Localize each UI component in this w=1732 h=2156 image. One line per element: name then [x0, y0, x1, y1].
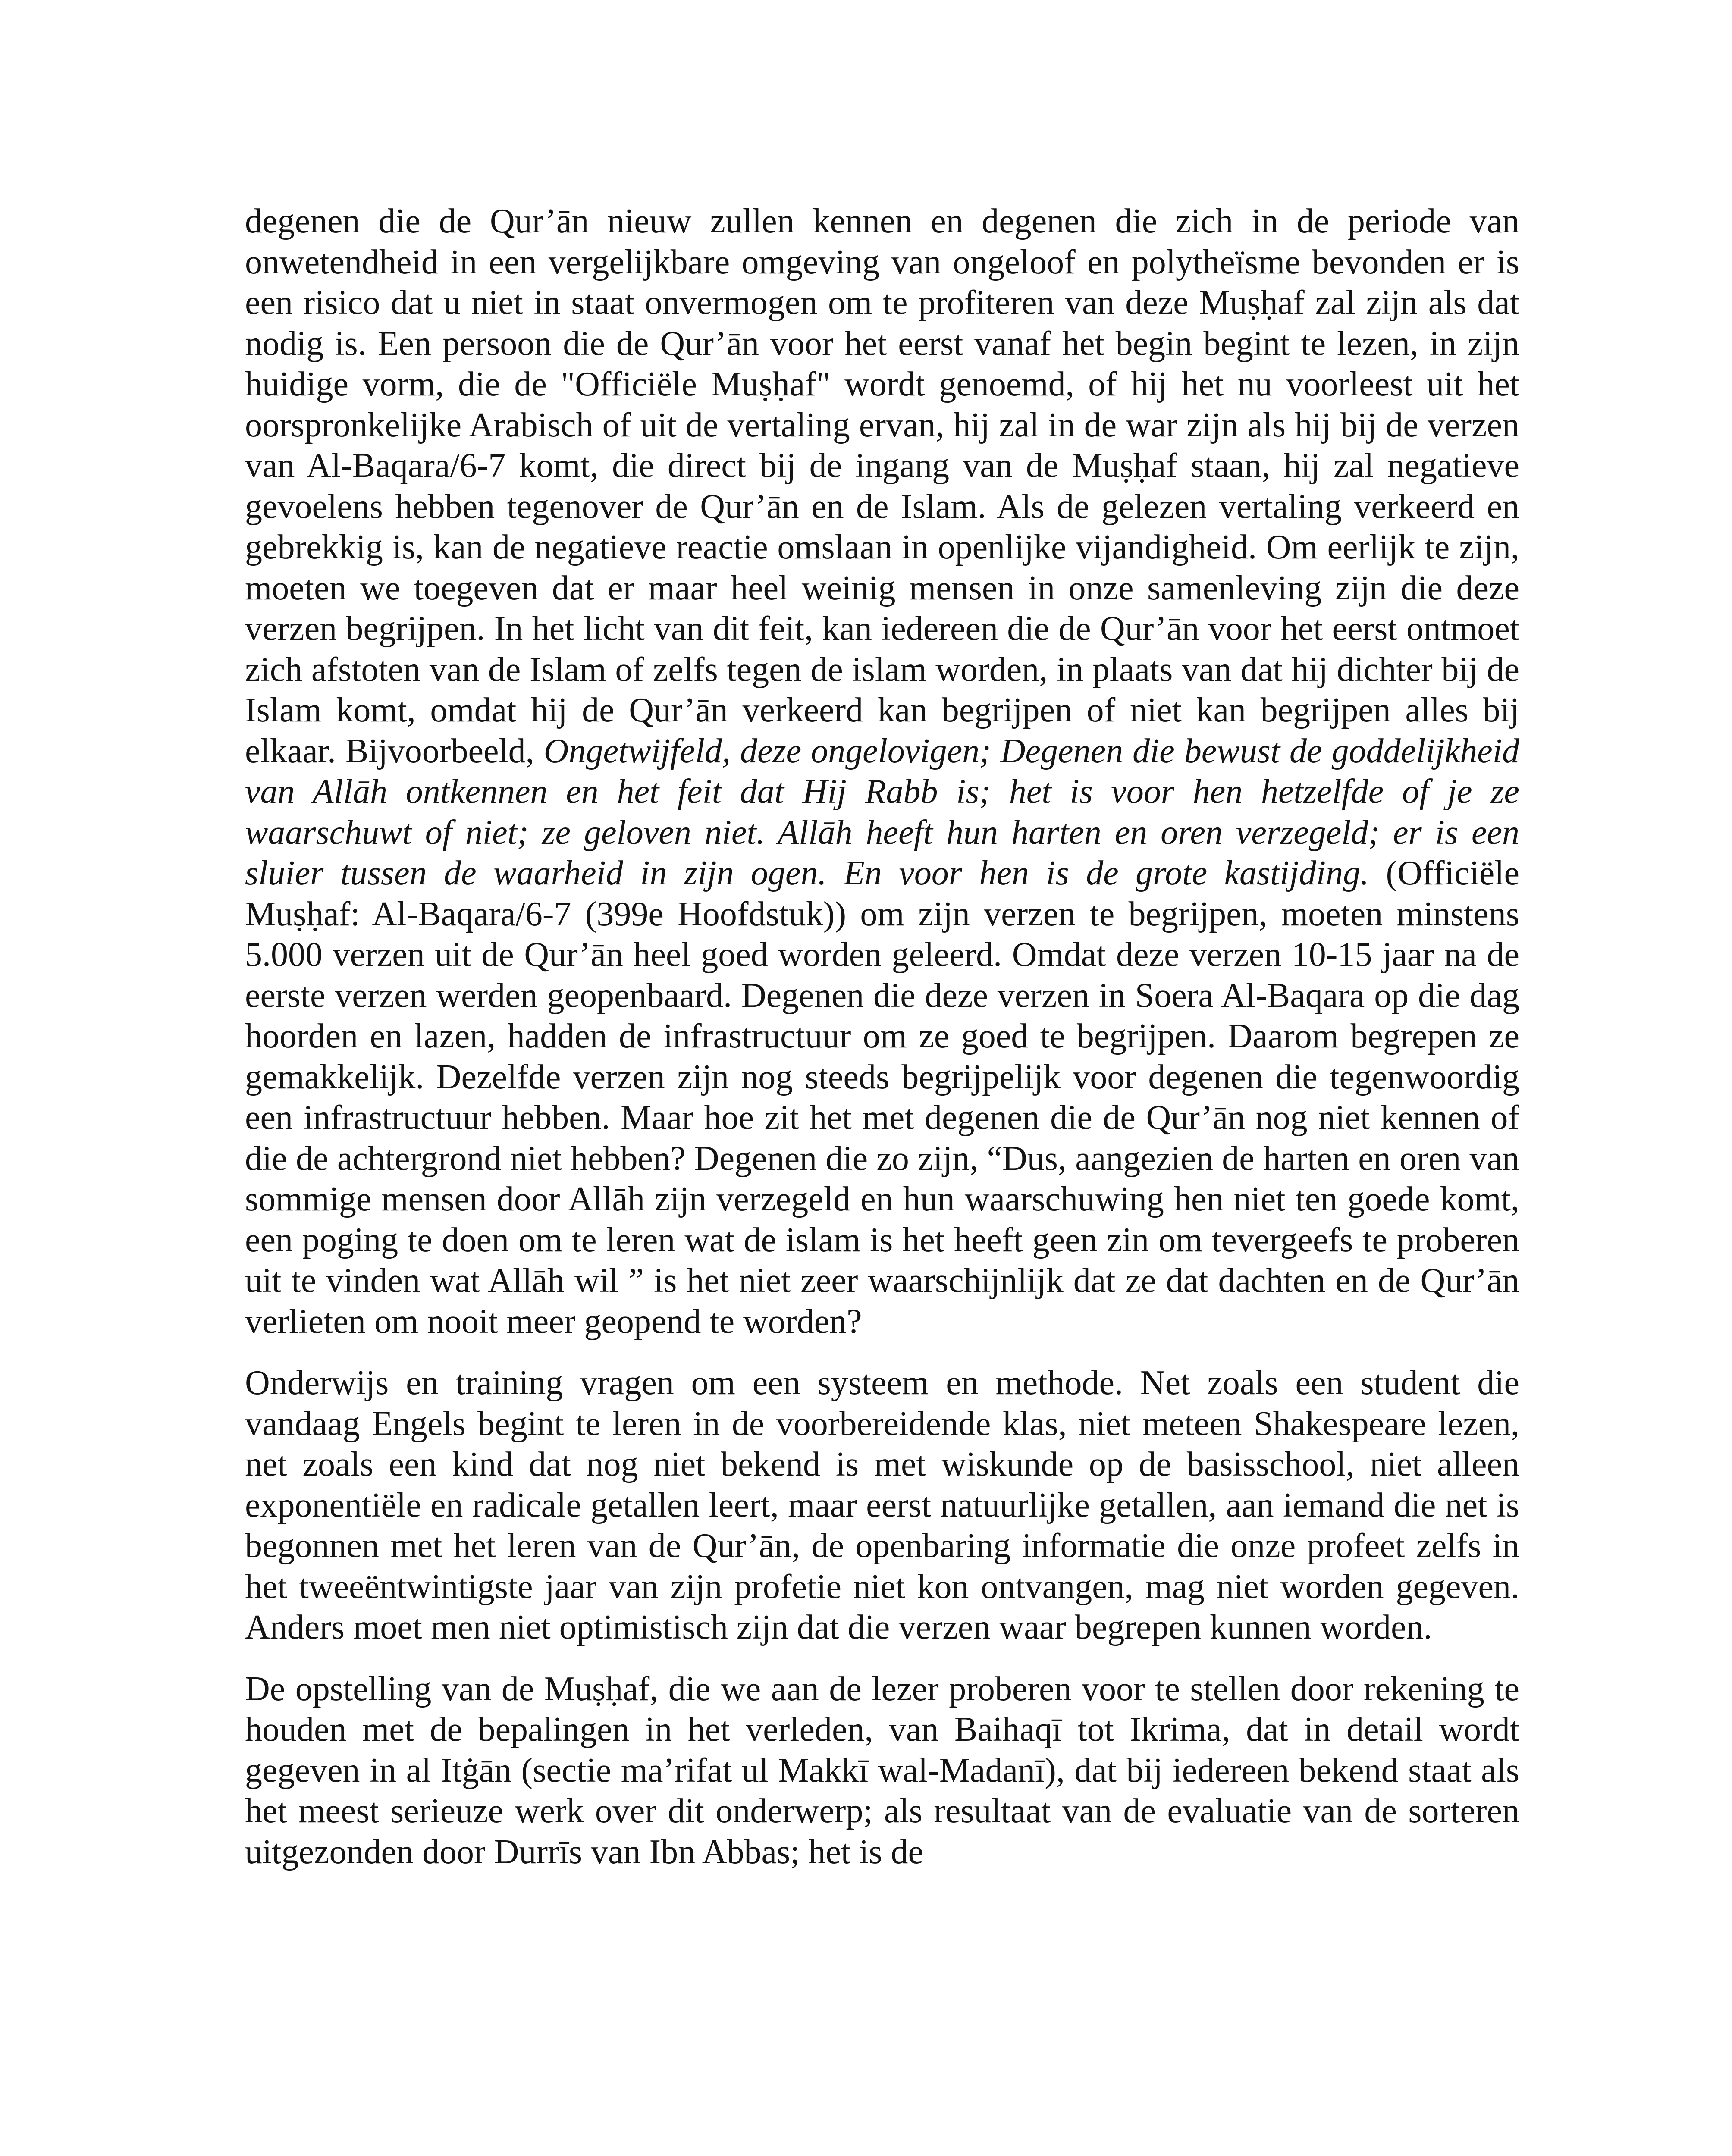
body-text [245, 201, 1519, 1872]
paragraph-1 [245, 201, 1519, 1342]
paragraph-1-text-start: degenen die de Qur’ān nieuw zullen kennen en degenen die zich in de periode van onwetendheid in een vergelijkbare omgeving van ongeloof en polytheïsme bevonden er is een risico dat u niet in staat onvermogen om te profiteren van deze Muṣḥaf zal zijn als dat nodig is. Een persoon die de Qur’ān voor het eerst vanaf het begin begint te lezen, in zijn huidige vorm, die de "Officiële Muṣḥaf" wordt genoemd, of hij het nu voorleest uit het oorspronkelijke Arabisch of uit de vertaling ervan, hij zal in de war zijn als hij bij de verzen van Al-Baqara/6-7 komt, die direct bij de ingang van de Muṣḥaf staan, hij zal negatieve gevoelens hebben tegenover de Qur’ān en de Islam. Als de gelezen vertaling verkeerd en gebrekkig is, kan de negatieve reactie omslaan in openlijke vijandigheid. Om eerlijk te zijn, moeten we toegeven dat er maar heel weinig mensen in onze samenleving zijn die deze verzen begrijpen. In het licht van dit feit, kan iedereen die de Qur’ān voor het eerst ontmoet zich afstoten van de Islam of zelfs tegen de islam worden, in plaats van dat hij dichter bij de Islam komt, omdat hij de Qur’ān verkeerd kan begrijpen of niet kan begrijpen alles bij elkaar. Bijvoorbeeld, [245, 202, 1519, 770]
paragraph-1-text-end: (Officiële Muṣḥaf: Al-Baqara/6-7 (399e Hoofdstuk)) om zijn verzen te begrijpen, moeten minstens 5.000 verzen uit de Qur’ān heel goed worden geleerd. Omdat deze verzen 10-15 jaar na de eerste verzen werden geopenbaard. Degenen die deze verzen in Soera Al-Baqara op die dag hoorden en lazen, hadden de infrastructuur om ze goed te begrijpen. Daarom begrepen ze gemakkelijk. Dezelfde verzen zijn nog steeds begrijpelijk voor degenen die tegenwoordig een infrastructuur hebben. Maar hoe zit het met degenen die de Qur’ān nog niet kennen of die de achtergrond niet hebben? Degenen die zo zijn, “Dus, aangezien de harten en oren van sommige mensen door Allāh zijn verzegeld en hun waarschuwing hen niet ten goede komt, een poging te doen om te leren wat de islam is het heeft geen zin om tevergeefs te proberen uit te vinden wat Allāh wil ” is het niet zeer waarschijnlijk dat ze dat dachten en de Qur’ān verlieten om nooit meer geopend te worden? [245, 854, 1520, 1341]
quran-quote-italic: Ongetwijfeld, deze ongelovigen; Degenen die bewust de goddelijkheid van Allāh ontkennen en het feit dat Hij Rabb is; het is voor hen hetzelfde of je ze waarschuwt of niet; ze geloven niet. Allāh heeft hun harten en oren verzegeld; er is een sluier tussen de waarheid in zijn ogen. En voor hen is de grote kastijding. [245, 732, 1520, 892]
paragraph-3: De opstelling van de Muṣḥaf, die we aan de lezer proberen voor te stellen door rekening te houden met de bepalingen in het verleden, van Baihaqī tot Ikrima, dat in detail wordt gegeven in al Itġān (sectie ma’rifat ul Makkī wal-Madanī), dat bij iedereen bekend staat als het meest serieuze werk over dit onderwerp; als resultaat van de evaluatie van de sorteren uitgezonden door Durrīs van Ibn Abbas; het is de [245, 1670, 1519, 1871]
paragraph-2: Onderwijs en training vragen om een systeem en methode. Net zoals een student die vandaag Engels begint te leren in de voorbereidende klas, niet meteen Shakespeare lezen, net zoals een kind dat nog niet bekend is met wiskunde op de basisschool, niet alleen exponentiële en radicale getallen leert, maar eerst natuurlijke getallen, aan iemand die net is begonnen met het leren van de Qur’ān, de openbaring informatie die onze profeet zelfs in het tweeëntwintigste jaar van zijn profetie niet kon ontvangen, mag niet worden gegeven. Anders moet men niet optimistisch zijn dat die verzen waar begrepen kunnen worden. [245, 1364, 1519, 1646]
